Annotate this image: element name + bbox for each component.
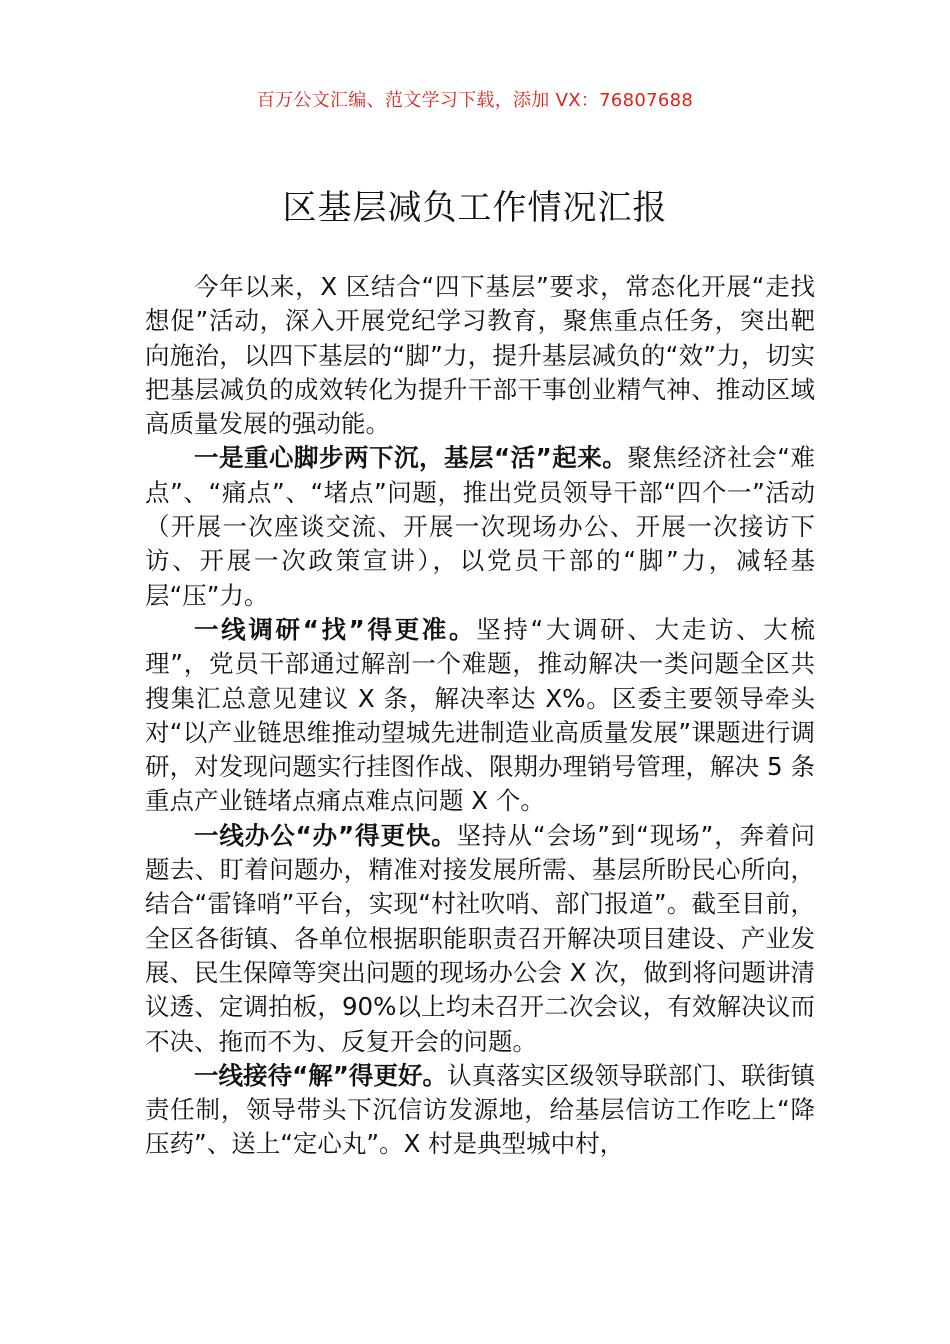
paragraph-lead: 一线办公“办”得更快。 bbox=[194, 820, 457, 850]
paragraph-text: 今年以来，X 区结合“四下基层”要求，常态化开展“走找想促”活动，深入开展党纪学习教育，聚焦重点任务，突出靶向施治，以四下基层的“脚”力，提升基层减负的“效”力，切实把基层减负的成效转化为提升干部干事创业精气神、推动区域高质量发展的强动能。 bbox=[145, 272, 815, 439]
paragraph-reception bbox=[145, 1059, 815, 1162]
paragraph-lead: 一线调研“找”得更准。 bbox=[194, 614, 477, 644]
paragraph-text: 坚持“大调研、大走访、大梳理”，党员干部通过解剖一个难题，推动解决一类问题全区共搜集汇总意见建议 X 条，解决率达 X%。区委主要领导牵头对“以产业链思维推动望城先进制造业高质量发展”课题进行调研，对发现问题实行挂图作战、限期办理销号管理，解决 5 条重点产业链堵点痛点难点问题 X 个。 bbox=[145, 614, 815, 816]
paragraph-section-1 bbox=[145, 441, 815, 612]
document-body bbox=[145, 270, 815, 1162]
paragraph-office bbox=[145, 819, 815, 1059]
paragraph-lead: 一线接待“解”得更好。 bbox=[194, 1060, 448, 1090]
paragraph-text: 认真落实区级领导联部门、联街镇责任制，领导带头下沉信访发源地，给基层信访工作吃上“降压药”、送上“定心丸”。X 村是典型城中村， bbox=[145, 1060, 815, 1159]
paragraph-text: 聚焦经济社会“难点”、“痛点”、“堵点”问题，推出党员领导干部“四个一”活动（开展一次座谈交流、开展一次现场办公、开展一次接访下访、开展一次政策宣讲），以党员干部的“脚”力，减轻基层“压”力。 bbox=[145, 443, 815, 610]
paragraph-research bbox=[145, 613, 815, 819]
paragraph-text: 坚持从“会场”到“现场”，奔着问题去、盯着问题办，精准对接发展所需、基层所盼民心所向，结合“雷锋哨”平台，实现“村社吹哨、部门报道”。截至目前，全区各街镇、各单位根据职能职责召开解决项目建设、产业发展、民生保障等突出问题的现场办公会 X 次，做到将问题讲清议透、定调拍板，90%以上均未召开二次会议，有效解决议而不决、拖而不为、反复开会的问题。 bbox=[145, 820, 815, 1056]
watermark-text: 百万公文汇编、范文学习下载，添加 VX：76807688 bbox=[256, 90, 694, 111]
paragraph-lead: 一是重心脚步两下沉，基层“活”起来。 bbox=[194, 443, 628, 473]
paragraph-intro bbox=[145, 270, 815, 441]
document-title: 区基层减负工作情况汇报 bbox=[282, 188, 668, 228]
